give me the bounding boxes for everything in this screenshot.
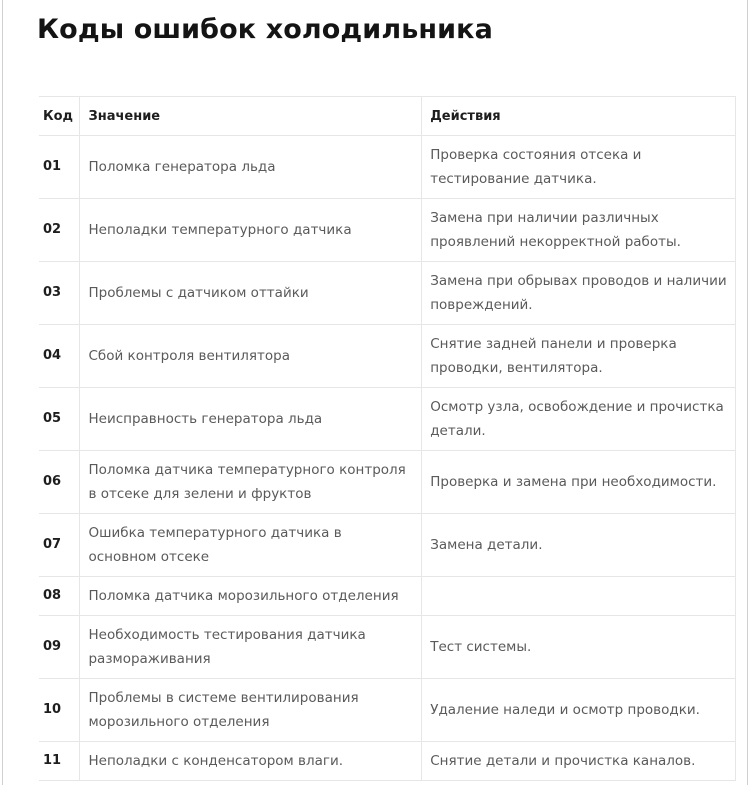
cell-actions: Замена при наличии различных проявлений некорректной работы. [422,199,736,262]
cell-meaning: Проблемы с датчиком оттайки [80,262,422,325]
cell-meaning: Неполадки температурного датчика [80,199,422,262]
cell-code: 01 [39,136,80,199]
cell-meaning: Ошибка температурного датчика в основном отсеке [80,514,422,577]
table-row [39,616,736,679]
cell-meaning: Поломка датчика температурного контроля в отсеке для зелени и фруктов [80,451,422,514]
cell-actions: Проверка и замена при необходимости. [422,451,736,514]
cell-actions: Замена при обрывах проводов и наличии повреждений. [422,262,736,325]
table-row [39,514,736,577]
cell-actions: Удаление наледи и осмотр проводки. [422,679,736,742]
table-header-row [39,97,736,136]
cell-code: 02 [39,199,80,262]
cell-code: 04 [39,325,80,388]
cell-code: 10 [39,679,80,742]
cell-code: 09 [39,616,80,679]
table-row [39,262,736,325]
cell-meaning: Поломка датчика морозильного отделения [80,577,422,616]
header-code: Код [39,97,80,136]
cell-code: 05 [39,388,80,451]
cell-actions: Осмотр узла, освобождение и прочистка детали. [422,388,736,451]
cell-meaning: Неисправность генератора льда [80,388,422,451]
cell-code: 06 [39,451,80,514]
table-row [39,388,736,451]
cell-actions: Снятие детали и прочистка каналов. [422,742,736,781]
table-row [39,451,736,514]
cell-code: 11 [39,742,80,781]
cell-meaning: Поломка генератора льда [80,136,422,199]
table-row [39,325,736,388]
cell-meaning: Проблемы в системе вентилирования морозильного отделения [80,679,422,742]
cell-code: 07 [39,514,80,577]
table-row [39,577,736,616]
cell-meaning: Необходимость тестирования датчика размораживания [80,616,422,679]
header-actions: Действия [422,97,736,136]
cell-meaning: Неполадки с конденсатором влаги. [80,742,422,781]
cell-actions: Проверка состояния отсека и тестирование датчика. [422,136,736,199]
table-row [39,199,736,262]
error-codes-table [39,96,736,781]
cell-actions: Тест системы. [422,616,736,679]
table-row [39,136,736,199]
cell-actions: Снятие задней панели и проверка проводки, вентилятора. [422,325,736,388]
table-row [39,742,736,781]
cell-code: 03 [39,262,80,325]
cell-code: 08 [39,577,80,616]
cell-actions [422,577,736,616]
table-row [39,679,736,742]
header-meaning: Значение [80,97,422,136]
page-title: Коды ошибок холодильника [37,14,493,45]
cell-actions: Замена детали. [422,514,736,577]
cell-meaning: Сбой контроля вентилятора [80,325,422,388]
